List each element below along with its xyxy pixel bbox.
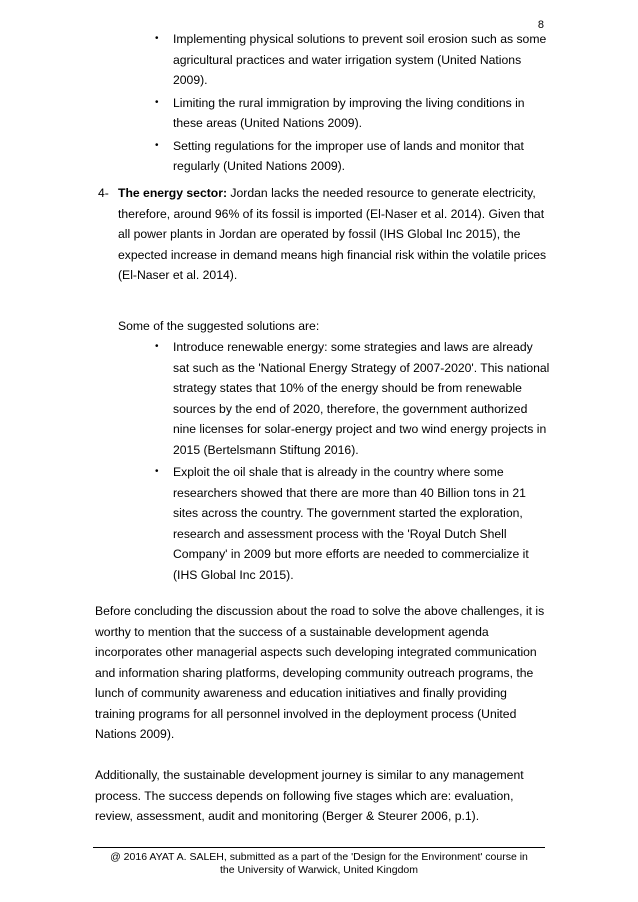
concluding-paragraph: Before concluding the discussion about the road to solve the above challenges, it is worthy to mention that the success of a sustainable development agenda incorporates other managerial aspects such developing integrated communication and information sharing platforms, developing community outreach programs, the lunch of community awareness and education initiatives and finally providing training programs for all personnel involved in the deployment process (United Nations 2009). xyxy=(95,604,545,741)
bullet-icon: • xyxy=(155,96,159,108)
energy-heading: The energy sector: xyxy=(118,186,228,200)
list-item: • Exploit the oil shale that is already in the country where some researchers showed that there are more than 40 Billion tons in 21 sites across the country. The government started the exploration, research and assessment process with the 'Royal Dutch Shell Company' in 2009 but more efforts are needed to commercialize it (IHS Global Inc 2015). xyxy=(155,462,550,585)
list-item: • Setting regulations for the improper use of lands and monitor that regularly (United Nations 2009). xyxy=(155,136,550,177)
list-item: • Implementing physical solutions to prevent soil erosion such as some agricultural practices and water irrigation system (United Nations 2009). xyxy=(155,29,550,91)
item-number: 4- xyxy=(98,186,109,200)
additional-paragraph: Additionally, the sustainable development journey is similar to any management process. The success depends on following five stages which are: evaluation, review, assessment, audit and monitoring (Berger & Steurer 2006, p.1). xyxy=(95,768,524,823)
list-item: • Limiting the rural immigration by improving the living conditions in these areas (United Nations 2009). xyxy=(155,93,550,134)
list-item: • Introduce renewable energy: some strategies and laws are already sat such as the 'National Energy Strategy of 2007-2020'. This national strategy states that 10% of the energy should be from renewable sources by the end of 2020, therefore, the government authorized nine licenses for solar-energy project and two wind energy projects in 2015 (Bertelsmann Stiftung 2016). xyxy=(155,337,550,460)
top-bullet-list xyxy=(155,29,550,179)
energy-bullet-list xyxy=(155,337,550,587)
bullet-icon: • xyxy=(155,466,159,477)
bullet-icon: • xyxy=(155,341,159,352)
footer xyxy=(93,851,545,877)
bullet-icon: • xyxy=(155,33,159,44)
solutions-intro: Some of the suggested solutions are: xyxy=(118,319,320,333)
page-number: 8 xyxy=(537,19,544,31)
energy-text: Jordan lacks the needed resource to generate electricity, therefore, around 96% of its fossil is imported (El-Naser et al. 2014). Given that all power plants in Jordan are operated by fossil (IHS Global Inc 2015), the expected increase in demand means high financial risk within the volatile prices (El-Naser et al. 2014). xyxy=(118,186,547,282)
energy-sector-item xyxy=(98,183,548,286)
bullet-icon: • xyxy=(155,139,159,151)
footer-line-1: @ 2016 AYAT A. SALEH, submitted as a part of the 'Design for the Environment' course in xyxy=(110,851,528,863)
footer-line-2: the University of Warwick, United Kingdom xyxy=(219,864,418,876)
footer-divider xyxy=(93,847,545,848)
